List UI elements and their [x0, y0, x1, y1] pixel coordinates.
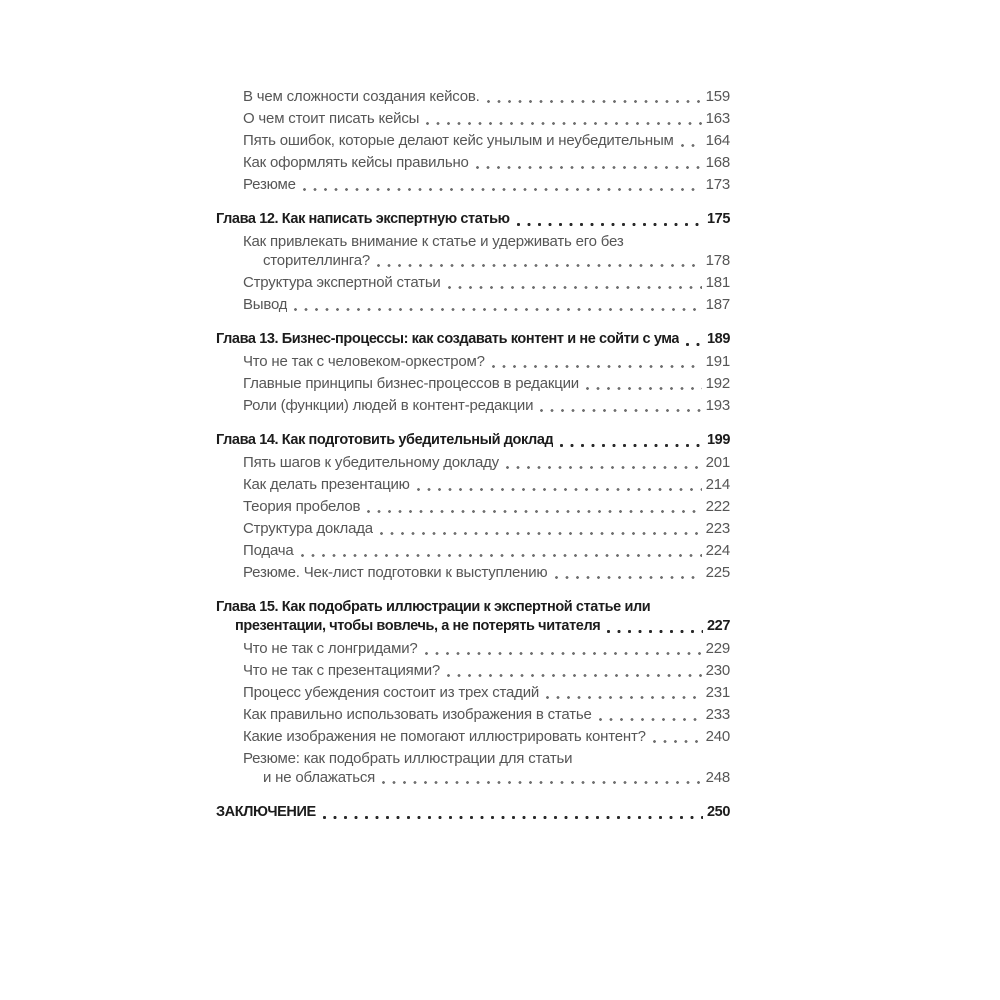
toc-entry-title: Структура экспертной статьи: [243, 274, 441, 291]
toc-page-number: 214: [705, 476, 730, 493]
toc-entry: [216, 727, 730, 746]
toc-entry: [216, 352, 730, 371]
toc-page-number: 173: [705, 176, 730, 193]
toc-entry-title: Резюме: [243, 176, 296, 193]
dot-leader: [538, 396, 703, 415]
toc-entry-title: Как делать презентацию: [243, 476, 410, 493]
toc-chapter-entry: [216, 210, 730, 229]
toc-page-number: 222: [705, 498, 730, 515]
toc-conclusion-entry: [216, 803, 730, 822]
toc-entry: [216, 295, 730, 314]
toc-page-number: 178: [705, 252, 730, 269]
toc-page-number: 192: [705, 375, 730, 392]
toc-page-number: 225: [705, 564, 730, 581]
toc-page-number: 163: [705, 110, 730, 127]
toc-entry: [216, 475, 730, 494]
dot-leader: [584, 374, 704, 393]
toc-entry-title: Подача: [243, 542, 294, 559]
toc-entry-title: и не облажаться: [263, 769, 376, 786]
toc-page-number: 187: [705, 296, 730, 313]
toc-entry: [216, 639, 730, 658]
toc-page-number: 189: [707, 331, 730, 347]
dot-leader: [321, 803, 705, 822]
toc-entry: [216, 705, 730, 724]
dot-leader: [684, 330, 705, 349]
toc-entry-title: Пять шагов к убедительному докладу: [243, 454, 499, 471]
toc-entry-title: Какие изображения не помогают иллюстрировать контент?: [243, 728, 646, 745]
toc-page-number: 240: [705, 728, 730, 745]
toc-entry-title: Что не так с презентациями?: [243, 662, 441, 679]
toc-entry-title: О чем стоит писать кейсы: [243, 110, 420, 127]
toc-page-number: 250: [707, 804, 730, 820]
toc-page-number: 159: [705, 88, 730, 105]
toc-entry: [216, 109, 730, 128]
dot-leader: [365, 497, 703, 516]
toc-entry-title: Как оформлять кейсы правильно: [243, 154, 469, 171]
toc-page-number: 223: [705, 520, 730, 537]
toc-entry-title: презентации, чтобы вовлечь, а не потерять читателя: [235, 618, 601, 634]
toc-entry-title: Что не так с лонгридами?: [243, 640, 418, 657]
dot-leader: [301, 175, 704, 194]
toc-entry-title-line1: Резюме: как подобрать иллюстрации для статьи: [243, 750, 573, 767]
toc-entry-title: Что не так с человеком-оркестром?: [243, 353, 485, 370]
toc-entry: [216, 519, 730, 538]
toc-page-number: 231: [705, 684, 730, 701]
toc-entry: [216, 175, 730, 194]
dot-leader: [558, 431, 705, 450]
toc-page-number: 164: [705, 132, 730, 149]
toc-page-number: 191: [705, 353, 730, 370]
dot-leader: [651, 727, 704, 746]
toc-entry: [216, 563, 730, 582]
toc-entry-title: Глава 13. Бизнес-процессы: как создавать контент и не сойти с ума: [216, 331, 680, 347]
toc-page-number: 201: [705, 454, 730, 471]
toc-page-number: 181: [705, 274, 730, 291]
toc-entry-title: Процесс убеждения состоит из трех стадий: [243, 684, 540, 701]
toc-entry: [216, 683, 730, 702]
toc-entry-title: Главные принципы бизнес-процессов в редакции: [243, 375, 579, 392]
toc-page-number: 248: [705, 769, 730, 786]
toc-entry-title-line1: Как привлекать внимание к статье и удерживать его без: [243, 233, 624, 250]
dot-leader: [378, 519, 704, 538]
toc-entry-title: Теория пробелов: [243, 498, 361, 515]
dot-leader: [299, 541, 704, 560]
toc-entry-title: Пять ошибок, которые делают кейс унылым и неубедительным: [243, 132, 674, 149]
toc-entry-title: ЗАКЛЮЧЕНИЕ: [216, 804, 316, 820]
toc-entry: [216, 661, 730, 680]
dot-leader: [679, 131, 704, 150]
toc-entry-title-line1: Глава 15. Как подобрать иллюстрации к экспертной статье или: [216, 599, 651, 615]
dot-leader: [490, 352, 704, 371]
dot-leader: [424, 109, 703, 128]
dot-leader: [515, 210, 705, 229]
toc-page-number: 229: [705, 640, 730, 657]
dot-leader: [605, 617, 705, 636]
dot-leader: [597, 705, 704, 724]
toc-entry: [216, 396, 730, 415]
dot-leader: [380, 768, 704, 787]
toc-entry-title: Резюме. Чек-лист подготовки к выступлению: [243, 564, 548, 581]
dot-leader: [423, 639, 704, 658]
toc-entry-title: сторителлинга?: [263, 252, 371, 269]
toc-entry-title: Глава 12. Как написать экспертную статью: [216, 211, 510, 227]
dot-leader: [474, 153, 704, 172]
toc-entry: [216, 273, 730, 292]
toc-entry: [216, 541, 730, 560]
dot-leader: [445, 661, 704, 680]
dot-leader: [292, 295, 703, 314]
toc-entry-title: Глава 14. Как подготовить убедительный доклад: [216, 432, 554, 448]
dot-leader: [375, 251, 704, 270]
toc-entry: [216, 497, 730, 516]
toc-page-number: 230: [705, 662, 730, 679]
toc-entry: [216, 232, 730, 270]
toc-entry-title: В чем сложности создания кейсов.: [243, 88, 480, 105]
dot-leader: [544, 683, 703, 702]
toc-entry-title: Вывод: [243, 296, 288, 313]
toc-page-number: 199: [707, 432, 730, 448]
toc-page-number: 175: [707, 211, 730, 227]
toc-entry: [216, 131, 730, 150]
dot-leader: [485, 87, 704, 106]
toc-entry: [216, 453, 730, 472]
toc-entry: [216, 749, 730, 787]
toc-entry-title: Как правильно использовать изображения в статье: [243, 706, 592, 723]
toc-entry: [216, 153, 730, 172]
dot-leader: [415, 475, 704, 494]
dot-leader: [504, 453, 704, 472]
toc-entry: [216, 87, 730, 106]
dot-leader: [446, 273, 704, 292]
toc-chapter-entry: [216, 598, 730, 636]
toc-entry: [216, 374, 730, 393]
toc-page-number: 227: [707, 618, 730, 634]
toc-page-number: 224: [705, 542, 730, 559]
table-of-contents: [216, 84, 730, 822]
toc-entry-title: Структура доклада: [243, 520, 373, 537]
toc-page-number: 233: [705, 706, 730, 723]
toc-page-number: 168: [705, 154, 730, 171]
toc-page-number: 193: [705, 397, 730, 414]
toc-chapter-entry: [216, 330, 730, 349]
dot-leader: [553, 563, 704, 582]
toc-chapter-entry: [216, 431, 730, 450]
toc-entry-title: Роли (функции) людей в контент-редакции: [243, 397, 534, 414]
